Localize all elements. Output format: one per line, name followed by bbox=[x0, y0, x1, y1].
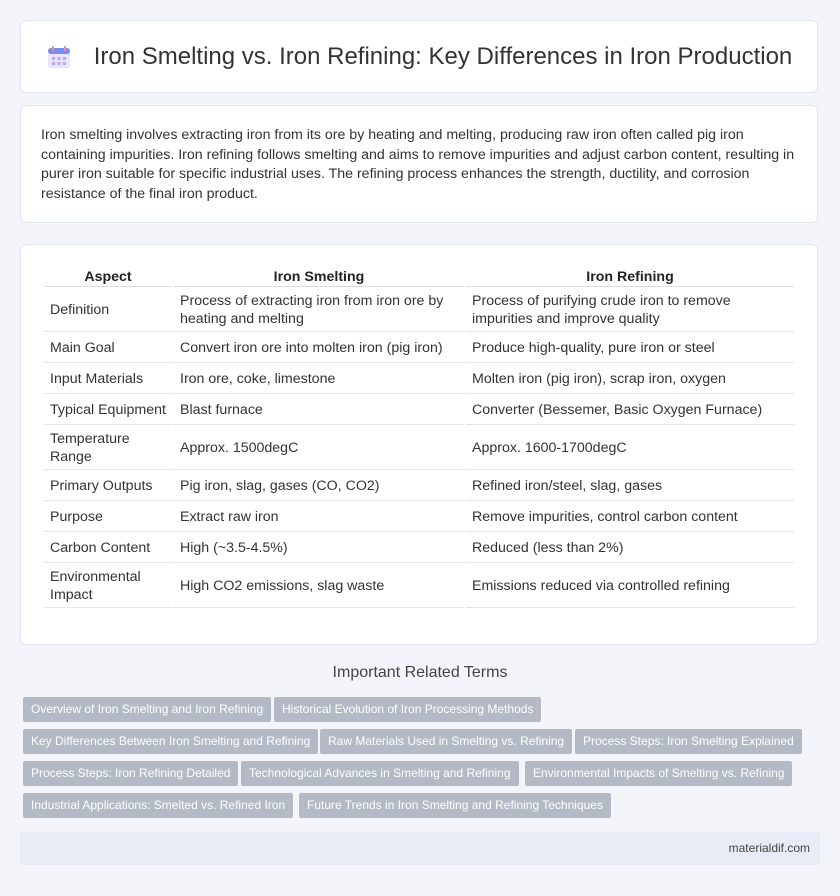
footer-site-link[interactable]: materialdif.com bbox=[728, 841, 810, 855]
comparison-table bbox=[42, 265, 796, 610]
refining-cell: Approx. 1600-1700degC bbox=[466, 427, 794, 470]
intro-card bbox=[20, 105, 818, 223]
header-aspect: Aspect bbox=[44, 267, 172, 287]
table-row bbox=[44, 534, 794, 563]
aspect-cell: Carbon Content bbox=[44, 534, 172, 563]
title-card bbox=[20, 20, 818, 93]
page-title-text: Iron Smelting vs. Iron Refining: Key Differences in Iron Production bbox=[93, 42, 793, 70]
aspect-cell: Typical Equipment bbox=[44, 396, 172, 425]
intro-paragraph: Iron smelting involves extracting iron from its ore by heating and melting, producing raw iron often called pig iron containing impurities. Iron refining follows smelting and aims to remove impurities and adjust carbon content, resulting in purer iron suitable for specific industrial uses. The refining process enhances the strength, ductility, and corrosion resistance of the final iron product. bbox=[41, 127, 795, 202]
smelting-cell: High CO2 emissions, slag waste bbox=[174, 565, 464, 608]
header-iron-refining: Iron Refining bbox=[466, 267, 794, 287]
related-term-tag[interactable]: Process Steps: Iron Refining Detailed bbox=[23, 761, 238, 786]
page-title bbox=[46, 43, 793, 71]
aspect-cell: Input Materials bbox=[44, 365, 172, 394]
related-terms-heading: Important Related Terms bbox=[332, 664, 508, 681]
smelting-cell: Process of extracting iron from iron ore by heating and melting bbox=[174, 289, 464, 332]
smelting-cell: High (~3.5-4.5%) bbox=[174, 534, 464, 563]
related-term-tag[interactable]: Technological Advances in Smelting and Refining bbox=[241, 761, 519, 786]
smelting-cell: Convert iron ore into molten iron (pig iron) bbox=[174, 334, 464, 363]
header-iron-smelting: Iron Smelting bbox=[174, 267, 464, 287]
table-row bbox=[44, 503, 794, 532]
aspect-cell: Primary Outputs bbox=[44, 472, 172, 501]
smelting-cell: Iron ore, coke, limestone bbox=[174, 365, 464, 394]
comparison-table-card bbox=[20, 244, 818, 645]
table-row bbox=[44, 396, 794, 425]
table-row bbox=[44, 365, 794, 394]
aspect-cell: Temperature Range bbox=[44, 427, 172, 470]
refining-cell: Refined iron/steel, slag, gases bbox=[466, 472, 794, 501]
smelting-cell: Pig iron, slag, gases (CO, CO2) bbox=[174, 472, 464, 501]
refining-cell: Process of purifying crude iron to remove impurities and improve quality bbox=[466, 289, 794, 332]
table-row bbox=[44, 427, 794, 470]
related-term-tag[interactable]: Industrial Applications: Smelted vs. Refined Iron bbox=[23, 793, 293, 818]
aspect-cell: Main Goal bbox=[44, 334, 172, 363]
smelting-cell: Approx. 1500degC bbox=[174, 427, 464, 470]
footer bbox=[20, 832, 820, 865]
related-term-tag[interactable]: Future Trends in Iron Smelting and Refining Techniques bbox=[299, 793, 611, 818]
aspect-cell: Purpose bbox=[44, 503, 172, 532]
table-row bbox=[44, 334, 794, 363]
related-term-tag[interactable]: Historical Evolution of Iron Processing Methods bbox=[274, 697, 541, 722]
table-header-row bbox=[44, 267, 794, 287]
related-term-tag[interactable]: Process Steps: Iron Smelting Explained bbox=[575, 729, 802, 754]
table-row bbox=[44, 565, 794, 608]
smelting-cell: Extract raw iron bbox=[174, 503, 464, 532]
related-term-tag[interactable]: Environmental Impacts of Smelting vs. Refining bbox=[525, 761, 792, 786]
refining-cell: Remove impurities, control carbon content bbox=[466, 503, 794, 532]
refining-cell: Molten iron (pig iron), scrap iron, oxygen bbox=[466, 365, 794, 394]
related-term-tag[interactable]: Overview of Iron Smelting and Iron Refining bbox=[23, 697, 271, 722]
refining-cell: Produce high-quality, pure iron or steel bbox=[466, 334, 794, 363]
related-term-tag[interactable]: Key Differences Between Iron Smelting and Refining bbox=[23, 729, 318, 754]
aspect-cell: Environmental Impact bbox=[44, 565, 172, 608]
table-row bbox=[44, 472, 794, 501]
table-row bbox=[44, 289, 794, 332]
refining-cell: Emissions reduced via controlled refining bbox=[466, 565, 794, 608]
smelting-cell: Blast furnace bbox=[174, 396, 464, 425]
refining-cell: Converter (Bessemer, Basic Oxygen Furnace) bbox=[466, 396, 794, 425]
related-term-tag[interactable]: Raw Materials Used in Smelting vs. Refining bbox=[320, 729, 572, 754]
refining-cell: Reduced (less than 2%) bbox=[466, 534, 794, 563]
aspect-cell: Definition bbox=[44, 289, 172, 332]
calendar-icon bbox=[46, 44, 72, 70]
